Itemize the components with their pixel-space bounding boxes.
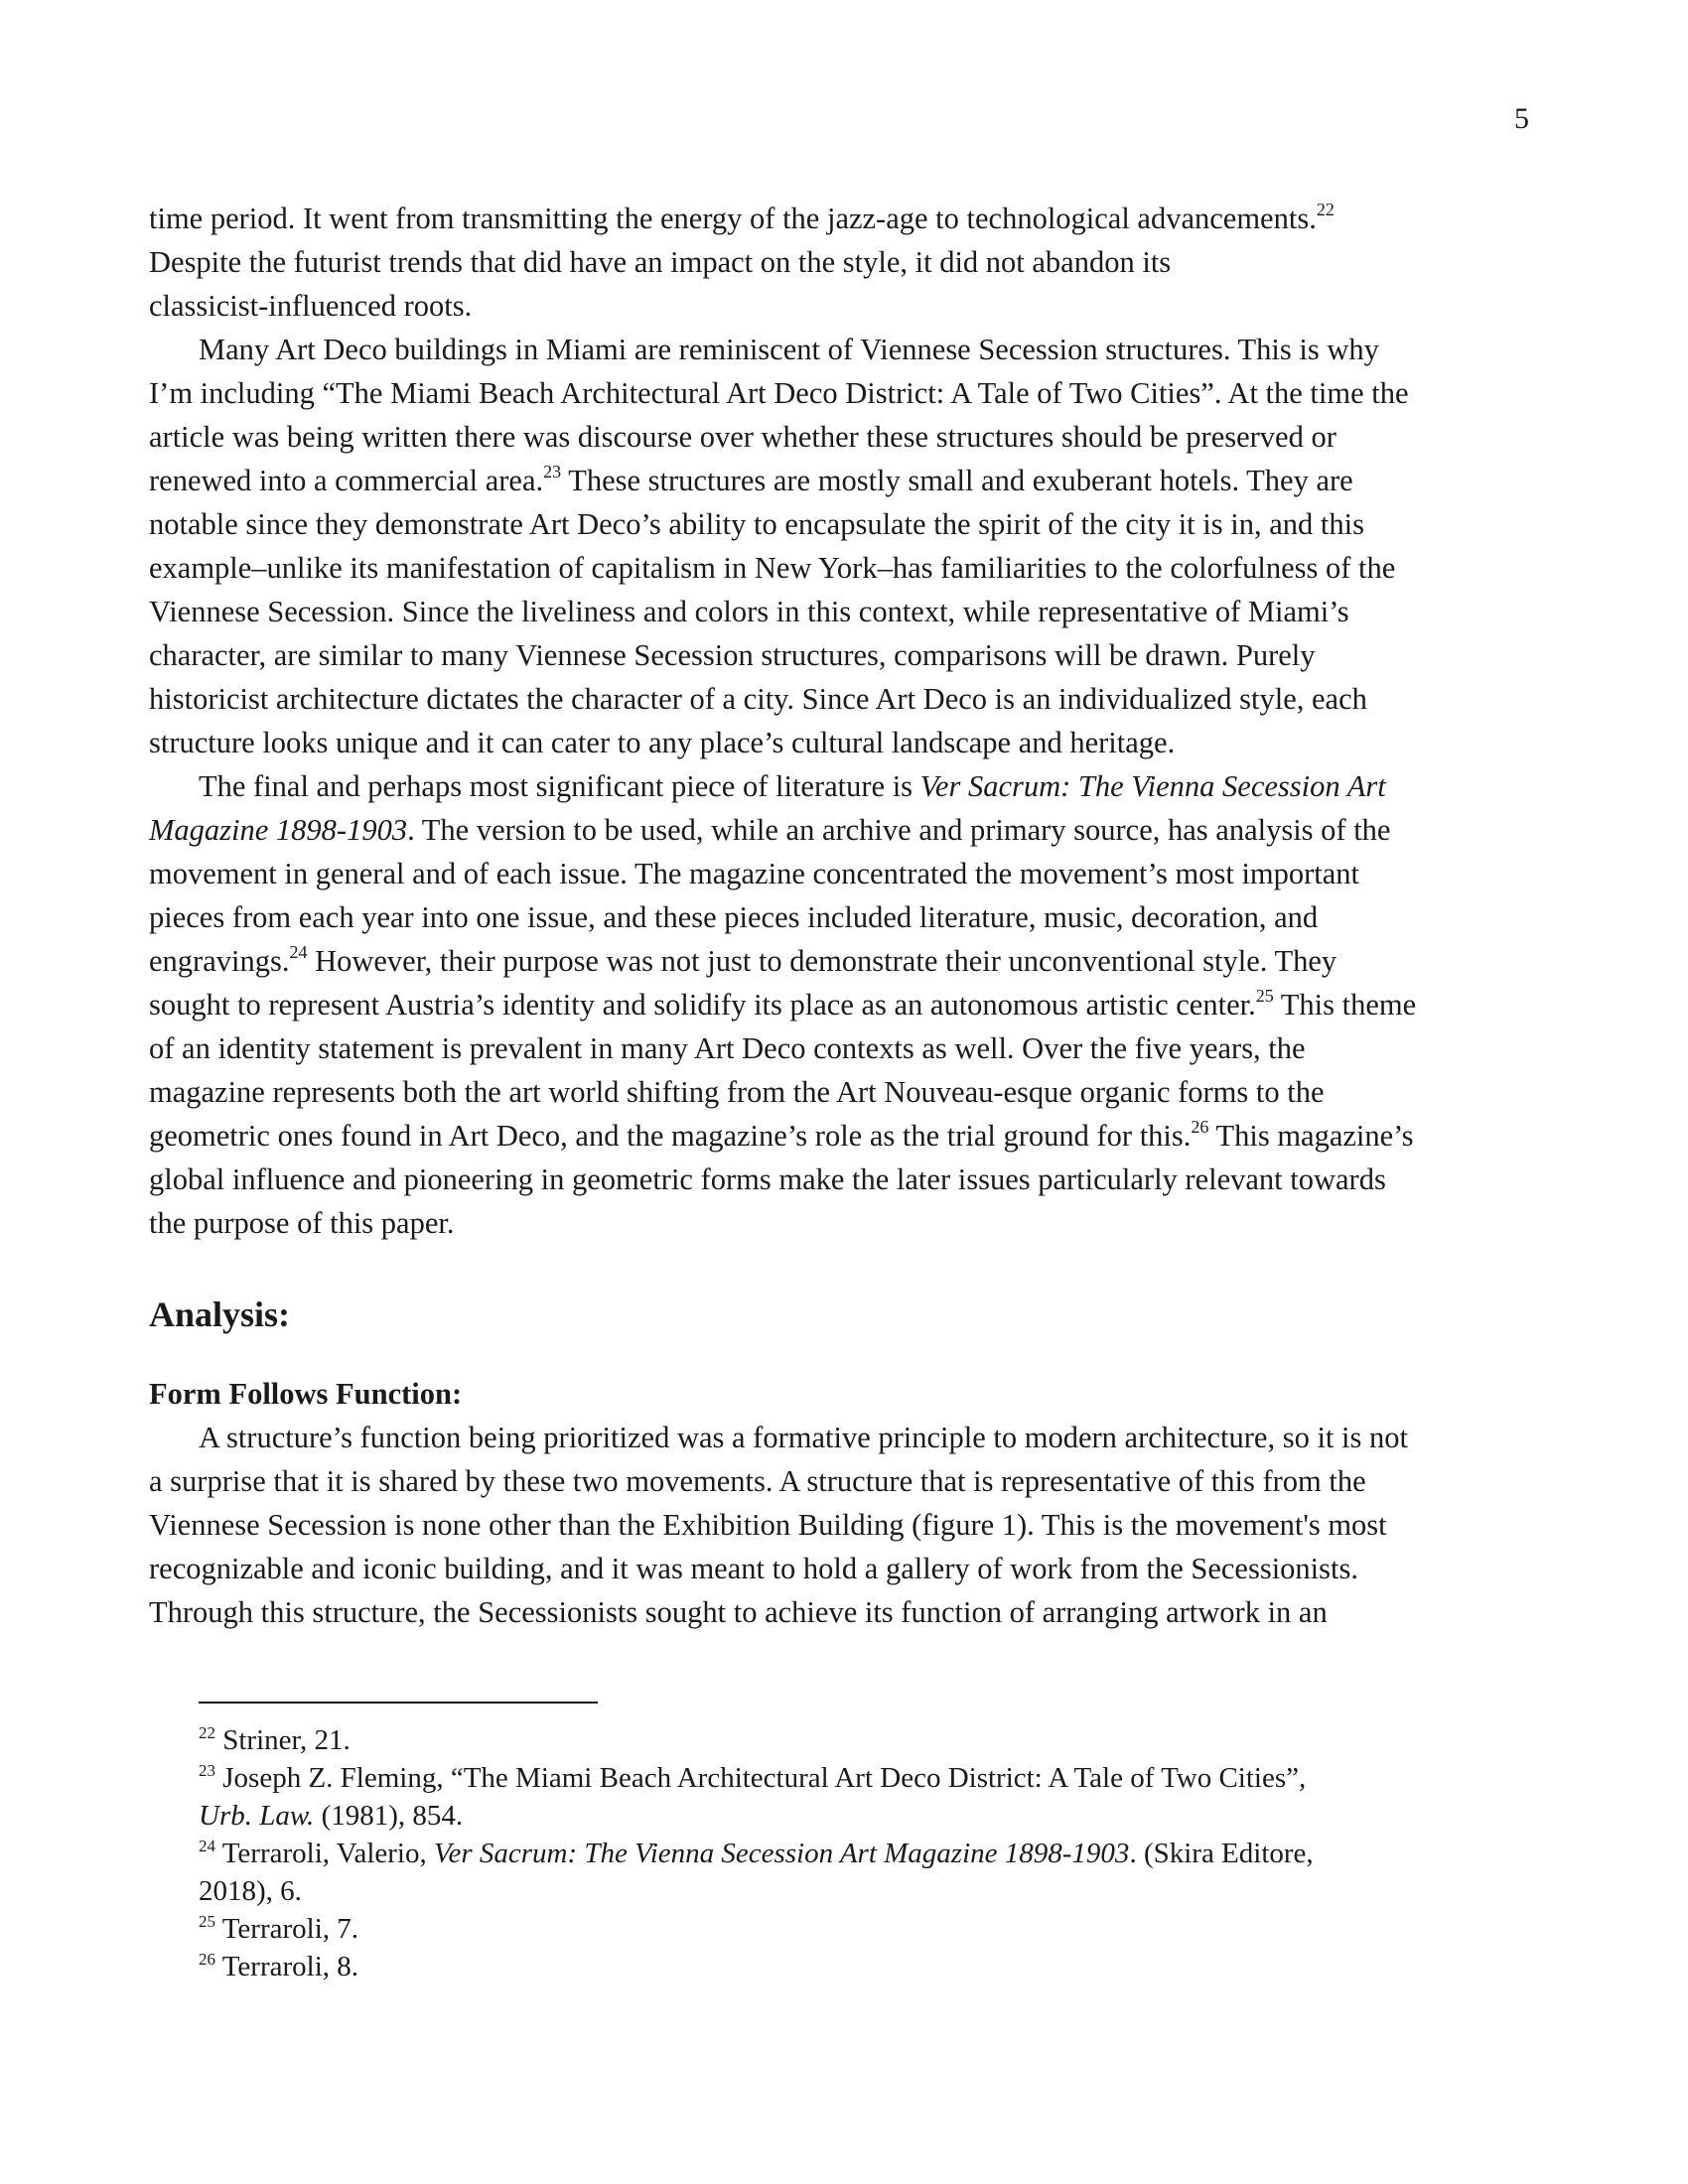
footnote-number: 23 <box>199 1761 215 1780</box>
footnote-25 <box>199 1910 1539 1948</box>
paragraph-line: Viennese Secession is none other than the Exhibition Building (figure 1). This is the movement's most <box>149 1508 1387 1542</box>
footnote-text: Terraroli, Valerio, <box>215 1838 434 1869</box>
paragraph-line: classicist-influenced roots. <box>149 289 473 323</box>
paragraph-line: Through this structure, the Secessionists sought to achieve its function of arranging artwork in an <box>149 1595 1328 1629</box>
paragraph-line: notable since they demonstrate Art Deco’s ability to encapsulate the spirit of the city it is in, and this <box>149 507 1364 541</box>
paragraph-line: the purpose of this paper. <box>149 1206 455 1240</box>
footnote-text: Joseph Z. Fleming, “The Miami Beach Architectural Art Deco District: A Tale of Two Cities”, <box>215 1762 1307 1794</box>
footnote-text: (1981), 854. <box>314 1800 464 1832</box>
footnote-number: 24 <box>199 1837 215 1855</box>
footnote-24-cont: 2018), 6. <box>199 1875 302 1907</box>
subsection-heading: Form Follows Function: <box>149 1377 463 1411</box>
section-heading: Analysis: <box>149 1295 291 1334</box>
footnote-text: Terraroli, 7. <box>215 1913 358 1945</box>
text-run: sought to represent Austria’s identity and solidify its place as an autonomous artistic center. <box>149 988 1256 1022</box>
text-run: However, their purpose was not just to demonstrate their unconventional style. They <box>307 944 1337 978</box>
paragraph-line <box>149 197 1537 240</box>
text-run: engravings. <box>149 944 290 978</box>
italic-title: Magazine 1898-1903 <box>149 813 408 847</box>
footnote-text: Terraroli, 8. <box>215 1951 358 1982</box>
footnote-text: . (Skira Editore, <box>1129 1838 1314 1869</box>
paragraph-line: global influence and pioneering in geometric forms make the later issues particularly relevant towards <box>149 1162 1386 1196</box>
text-run: renewed into a commercial area. <box>149 464 544 497</box>
text-run: The final and perhaps most significant piece of literature is <box>199 769 920 803</box>
paragraph-line <box>149 764 1537 808</box>
text-run: geometric ones found in Art Deco, and the magazine’s role as the trial ground for this. <box>149 1119 1192 1153</box>
paragraph-line: movement in general and of each issue. The magazine concentrated the movement’s most important <box>149 857 1360 890</box>
paragraph-line: pieces from each year into one issue, and these pieces included literature, music, decoration, and <box>149 900 1319 934</box>
paragraph-line: recognizable and iconic building, and it was meant to hold a gallery of work from the Secessionists. <box>149 1552 1358 1585</box>
footnote-22 <box>199 1721 1539 1759</box>
paragraph-line: article was being written there was discourse over whether these structures should be preserved or <box>149 420 1336 454</box>
footnote-number: 22 <box>199 1723 215 1742</box>
text-run: These structures are mostly small and exuberant hotels. They are <box>561 464 1353 497</box>
footnote-italic: Ver Sacrum: The Vienna Secession Art Magazine 1898-1903 <box>433 1838 1130 1869</box>
paragraph-line: example–unlike its manifestation of capitalism in New York–has familiarities to the colorfulness of the <box>149 551 1396 585</box>
paragraph-line: character, are similar to many Viennese Secession structures, comparisons will be drawn. Purely <box>149 638 1316 672</box>
italic-title: Ver Sacrum: The Vienna Secession Art <box>919 769 1386 803</box>
paragraph-line: Many Art Deco buildings in Miami are reminiscent of Viennese Secession structures. This is why <box>199 333 1379 366</box>
text-run: . The version to be used, while an archive and primary source, has analysis of the <box>407 813 1391 847</box>
footnote-divider <box>199 1702 598 1704</box>
paragraph-line: historicist architecture dictates the character of a city. Since Art Deco is an individualized style, each <box>149 682 1367 716</box>
paragraph-line: structure looks unique and it can cater to any place’s cultural landscape and heritage. <box>149 726 1176 759</box>
text-run: time period. It went from transmitting the energy of the jazz-age to technological advancements. <box>149 202 1317 235</box>
footnote-ref[interactable]: 26 <box>1191 1117 1209 1137</box>
paragraph-line: magazine represents both the art world shifting from the Art Nouveau-esque organic forms to the <box>149 1075 1325 1109</box>
body-text <box>149 197 1537 1245</box>
footnote-ref[interactable]: 23 <box>543 462 562 481</box>
paragraph-line <box>149 808 1537 852</box>
footnote-ref[interactable]: 22 <box>1316 200 1335 219</box>
paragraph-line <box>149 939 1537 983</box>
footnote-24 <box>199 1835 1539 1872</box>
paragraph-line <box>149 983 1537 1026</box>
paragraph-line: of an identity statement is prevalent in many Art Deco contexts as well. Over the five years, the <box>149 1031 1306 1065</box>
paragraph-line: I’m including “The Miami Beach Architectural Art Deco District: A Tale of Two Cities”. At the time the <box>149 376 1409 410</box>
paragraph-line <box>149 459 1537 502</box>
footnote-number: 26 <box>199 1950 215 1969</box>
footnote-23 <box>199 1759 1539 1797</box>
footnote-23-cont <box>199 1797 1539 1835</box>
body-text-section <box>149 1416 1537 1634</box>
footnote-ref[interactable]: 25 <box>1255 986 1274 1006</box>
footnote-text: Striner, 21. <box>215 1724 351 1756</box>
footnotes <box>199 1721 1539 1985</box>
text-run: This theme <box>1273 988 1417 1022</box>
page-number: 5 <box>1514 102 1529 135</box>
paragraph-line <box>149 1114 1537 1158</box>
paragraph-line: Despite the futurist trends that did have an impact on the style, it did not abandon its <box>149 245 1172 279</box>
footnote-26 <box>199 1948 1539 1985</box>
footnote-italic: Urb. Law. <box>199 1800 315 1832</box>
footnote-number: 25 <box>199 1912 215 1931</box>
footnote-ref[interactable]: 24 <box>289 942 308 962</box>
text-run: This magazine’s <box>1208 1119 1414 1153</box>
paragraph-line: Viennese Secession. Since the liveliness and colors in this context, while representative of Miami’s <box>149 595 1349 628</box>
paragraph-line: A structure’s function being prioritized was a formative principle to modern architecture, so it is not <box>199 1421 1408 1454</box>
paragraph-line: a surprise that it is shared by these two movements. A structure that is representative of this from the <box>149 1464 1366 1498</box>
